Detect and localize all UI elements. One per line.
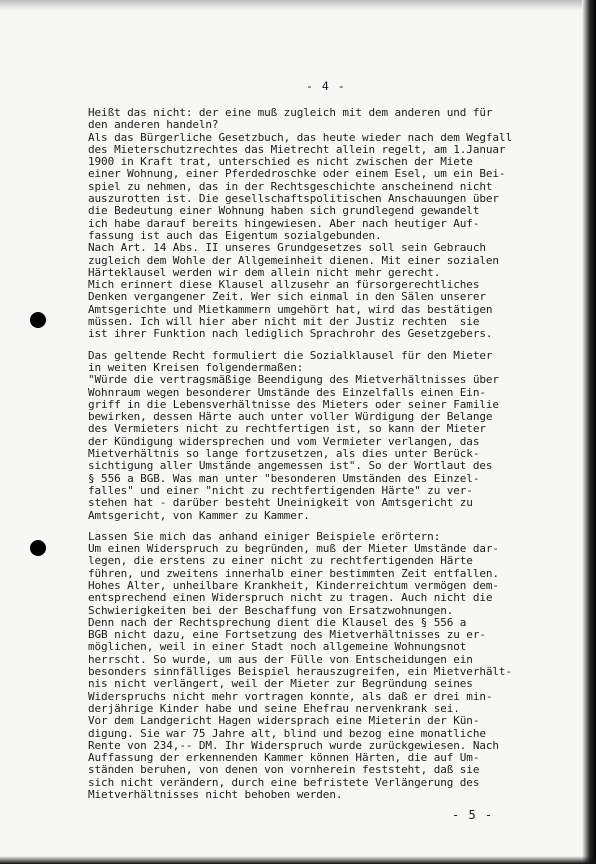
text-line: nis nicht verlängert, weil der Mieter zur Begründung seines — [88, 677, 473, 691]
text-line: der Kündigung widersprechen und vom Vermieter verlangen, das — [88, 434, 480, 448]
text-line: führen, und zweitens innerhalb einer bestimmten Zeit entfallen. — [88, 566, 499, 580]
text-line: entsprechend einen Widerspruch nicht zu tragen. Auch nicht die — [88, 591, 493, 605]
text-line: griff in die Lebensverhältnisse des Mieters oder seiner Familie — [88, 397, 499, 411]
text-line: Mich erinnert diese Klausel allzusehr an fürsorgerechtliches — [88, 278, 480, 292]
text-line: Hohes Alter, unheilbare Krankheit, Kinderreichtum vermögen dem- — [88, 578, 499, 592]
punch-hole-upper — [30, 312, 46, 328]
text-line: Lassen Sie mich das anhand einiger Beispiele erörtern: — [88, 529, 441, 543]
text-line: Widerspruchs nicht mehr vortragen konnte, als daß er drei min- — [88, 689, 493, 703]
paragraph — [88, 531, 534, 802]
text-line: Um einen Widerspruch zu begründen, muß der Mieter Umstände dar- — [88, 542, 499, 556]
text-line: derjährige Kinder habe und seine Ehefrau nervenkrank sei. — [88, 701, 460, 715]
text-line: legen, die erstens zu einer nicht zu rechtfertigenden Härte — [88, 554, 473, 568]
text-line: fassung ist auch das Eigentum sozialgebunden. — [88, 228, 382, 242]
text-line: die Bedeutung einer Wohnung haben sich grundlegend gewandelt — [88, 204, 480, 218]
text-line: digung. Sie war 75 Jahre alt, blind und bezog eine monatliche — [88, 726, 486, 740]
paragraph — [88, 350, 534, 522]
text-line: Wohnraum wegen besonderer Umstände des Einzelfalls einen Ein- — [88, 385, 486, 399]
text-line: zugleich dem Wohle der Allgemeinheit dienen. Mit einer sozialen — [88, 253, 499, 267]
text-line: den anderen handeln? — [88, 118, 219, 132]
text-line: des Mieterschutzrechtes das Mietrecht allein regelt, am 1.Januar — [88, 142, 506, 156]
text-line: "Würde die vertragsmäßige Beendigung des Mietverhältnisses über — [88, 373, 499, 387]
text-line: Denken vergangener Zeit. Wer sich einmal in den Sälen unserer — [88, 290, 486, 304]
scan-edge-right — [582, 0, 596, 864]
text-line: Schwierigkeiten bei der Beschaffung von Ersatzwohnungen. — [88, 603, 454, 617]
text-line: auszurotten ist. Die gesellschaftspolitischen Anschauungen über — [88, 192, 499, 206]
text-line: Heißt das nicht: der eine muß zugleich mit dem anderen und für — [88, 106, 493, 119]
text-line: sichtigung aller Umstände angemessen ist". So der Wortlaut des — [88, 459, 493, 473]
text-line: stehen hat - darüber besteht Uneinigkeit von Amtsgericht zu — [88, 496, 473, 510]
page-number-bottom: - 5 - — [452, 808, 494, 822]
text-line: Das geltende Recht formuliert die Sozialklausel für den Mieter — [88, 348, 493, 362]
text-line: müssen. Ich will hier aber nicht mit der Justiz rechten sie — [88, 315, 480, 329]
text-line: Mietverhältnisses nicht behoben werden. — [88, 788, 343, 802]
text-line: Als das Bürgerliche Gesetzbuch, das heute wieder nach dem Wegfall — [88, 130, 512, 144]
text-line: falles" und einer "nicht zu rechtfertigenden Härte" zu ver- — [88, 483, 473, 497]
text-line: Mietverhältnis so lange fortzusetzen, als dies unter Berück- — [88, 447, 480, 461]
text-line: Denn nach der Rechtsprechung dient die Klausel des § 556 a — [88, 615, 467, 629]
text-line: des Vermieters nicht zu rechtfertigen ist, so kann der Mieter — [88, 422, 486, 436]
text-line: ist ihrer Funktion nach lediglich Sprachrohr des Gesetzgebers. — [88, 327, 493, 341]
text-line: spiel zu nehmen, das in der Rechtsgeschichte anscheinend nicht — [88, 179, 493, 193]
text-line: Amtsgericht, von Kammer zu Kammer. — [88, 508, 310, 522]
text-line: Auffassung der erkennenden Kammer können Härten, die auf Um- — [88, 751, 480, 765]
text-line: BGB nicht dazu, eine Fortsetzung des Mietverhältnisses zu er- — [88, 628, 486, 642]
text-line: 1900 in Kraft trat, unterschied es nicht zwischen der Miete — [88, 155, 473, 169]
text-line: ich habe darauf bereits hingewiesen. Aber nach heutiger Auf- — [88, 216, 480, 230]
text-line: besonders sinnfälliges Beispiel herauszugreifen, ein Mietverhält- — [88, 665, 512, 679]
text-line: Amtsgerichte und Mietkammern umgehört hat, wird das bestätigen — [88, 302, 493, 316]
text-line: Härteklausel werden wir dem allein nicht mehr gerecht. — [88, 265, 441, 279]
text-line: einer Wohnung, einer Pferdedroschke oder einem Esel, um ein Bei- — [88, 167, 506, 181]
body-text — [88, 107, 534, 810]
text-line: sich nicht verändern, durch eine befristete Verlängerung des — [88, 775, 480, 789]
text-line: Nach Art. 14 Abs. II unseres Grundgesetzes soll sein Gebrauch — [88, 241, 486, 255]
text-line: in weiten Kreisen folgendermaßen: — [88, 360, 304, 374]
text-line: Vor dem Landgericht Hagen widersprach eine Mieterin der Kün- — [88, 714, 480, 728]
paragraph — [88, 107, 534, 341]
scan-edge-top — [0, 0, 596, 10]
text-line: herrscht. So wurde, um aus der Fülle von Entscheidungen ein — [88, 652, 473, 666]
text-line: möglichen, weil in einer Stadt noch allgemeine Wohnungsnot — [88, 640, 467, 654]
text-line: § 556 a BGB. Was man unter "besonderen Umständen des Einzel- — [88, 471, 480, 485]
page-number-top: - 4 - — [306, 79, 346, 93]
text-line: ständen beruhen, von denen von vornherein feststeht, daß sie — [88, 763, 480, 777]
punch-hole-lower — [30, 540, 46, 556]
scan-edge-bottom — [0, 856, 596, 864]
text-line: Rente von 234,-- DM. Ihr Widerspruch wurde zurückgewiesen. Nach — [88, 738, 499, 752]
text-line: bewirken, dessen Härte auch unter voller Würdigung der Belange — [88, 410, 493, 424]
